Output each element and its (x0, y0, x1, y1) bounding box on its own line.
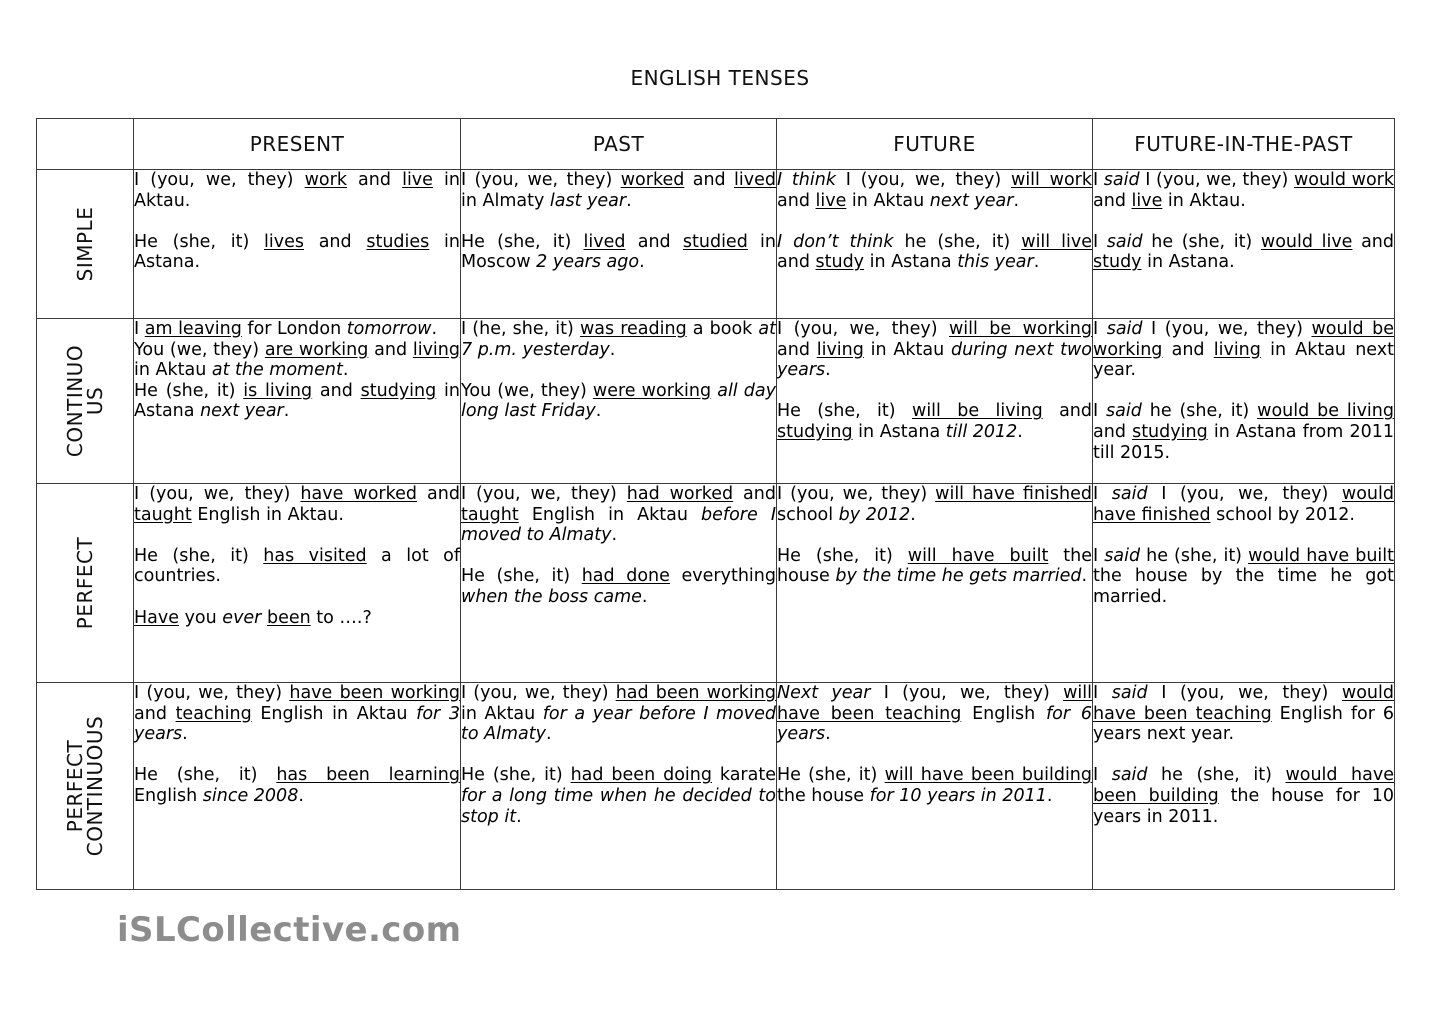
sentence-text: I (you, we, they) (1147, 683, 1342, 703)
sentence-text: you (179, 607, 223, 628)
verb-form: work (304, 170, 347, 190)
sentence-text: I (you, we, they) (1147, 484, 1342, 504)
cell-perfect-past (461, 484, 777, 683)
verb-form: taught (134, 504, 192, 525)
sentence-text: and (134, 703, 176, 724)
sentence-text: I (you, we, they) (461, 484, 627, 504)
row-header-perfect-continuous (37, 683, 134, 890)
verb-form: studying (360, 380, 437, 401)
time-marker: by the time he gets married (835, 566, 1082, 587)
example-sentence (461, 319, 776, 360)
sentence-text: He (she, it) (461, 566, 582, 587)
sentence-text: I (1093, 401, 1107, 422)
time-marker: by 2012 (838, 504, 911, 525)
sentence-text: I (you, we, they) (1142, 319, 1312, 339)
sentence-text: I (you, we, they) (134, 683, 290, 703)
header-row (37, 119, 1395, 170)
example-sentence (1093, 170, 1394, 211)
site-logo: iSLCollective.com (117, 910, 462, 950)
cell-simple-future (777, 170, 1093, 319)
verb-form: will have finished (935, 484, 1092, 504)
example-sentence (777, 232, 1092, 273)
sentence-text: and (1093, 190, 1132, 211)
time-marker: when the boss came (461, 586, 642, 607)
sentence-text: . (825, 360, 831, 381)
cell-continuous-present (134, 319, 461, 484)
column-header-present: PRESENT (134, 119, 461, 170)
sentence-text: in Almaty (461, 190, 550, 211)
sentence-text: . (298, 785, 304, 806)
sentence-text: You (we, they) (134, 339, 265, 360)
time-marker: ever (222, 607, 262, 628)
verb-form: would be working (1093, 319, 1394, 360)
sentence-text: He (she, it) (461, 231, 584, 252)
corner-cell (37, 119, 134, 170)
example-sentence (777, 765, 1092, 806)
sentence-text: . (609, 339, 616, 360)
sentence-text: in Aktau next year. (1093, 339, 1394, 381)
cell-perfect-continuous-future (777, 683, 1093, 890)
cell-perfect-continuous-past (461, 683, 777, 890)
sentence-text: . (641, 586, 648, 607)
time-marker: before I moved to Almaty (461, 504, 776, 546)
sentence-text: I (he, she, it) (461, 319, 580, 339)
sentence-text: . (1046, 785, 1053, 806)
verb-form: would live (1260, 231, 1353, 252)
example-sentence (134, 319, 460, 422)
sentence-text: in Astana (864, 252, 958, 273)
row-header-perfect (37, 484, 134, 683)
sentence-text: he (she, it) (893, 231, 1022, 252)
sentence-text: in Aktau (134, 360, 212, 381)
time-marker: said (1104, 545, 1141, 566)
sentence-text: for London (241, 319, 347, 339)
example-sentence (1093, 683, 1394, 745)
verb-form: had been doing (570, 765, 712, 786)
sentence-text: . (626, 190, 632, 211)
example-sentence (777, 683, 1092, 745)
sentence-text: in Astana. (134, 231, 460, 273)
sentence-text: . (516, 806, 522, 827)
sentence-text: . (1017, 421, 1023, 442)
verb-form: living (1213, 339, 1261, 360)
verb-form: lived (734, 170, 776, 190)
verb-form: been (266, 607, 311, 628)
row-header-simple (37, 170, 134, 319)
verb-form: was reading (579, 319, 687, 339)
sentence-text: He (she, it) (134, 380, 244, 401)
cell-perfect-present (134, 484, 461, 683)
example-sentence (134, 608, 460, 629)
tense-row-perfect-continuous (37, 683, 1395, 890)
example-sentence (461, 381, 776, 422)
example-sentence (1093, 319, 1394, 381)
sentence-text: I (you, we, they) (461, 170, 621, 190)
verb-form: would have finished (1093, 484, 1394, 525)
example-sentence (134, 765, 460, 806)
time-marker: at 7 p.m. yesterday (461, 319, 776, 360)
sentence-text: I (you, we, they) (461, 683, 616, 703)
sentence-text: . (283, 401, 290, 422)
sentence-text: You (we, they) (461, 380, 593, 401)
cell-simple-future-in-the-past (1093, 170, 1395, 319)
row-label: CONTINUO US (63, 344, 107, 458)
verb-form: study (1093, 252, 1142, 273)
time-marker: during next two years (777, 339, 1092, 381)
sentence-text: in Astana. (1141, 252, 1235, 273)
sentence-text: and (368, 339, 413, 360)
verb-form: would have been teaching (1093, 683, 1394, 724)
time-marker: said (1103, 170, 1140, 190)
time-marker: said (1111, 683, 1148, 703)
sentence-text: the house for 10 years in 2011. (1093, 785, 1395, 827)
example-sentence (134, 484, 460, 525)
sentence-text: He (she, it) (777, 401, 912, 422)
sentence-text: in Aktau (863, 339, 951, 360)
sentence-text: . (1033, 252, 1040, 273)
time-marker: next year (200, 401, 284, 422)
row-header-continuous (37, 319, 134, 484)
sentence-text: . (342, 360, 349, 381)
verb-form: will live (1021, 231, 1092, 252)
tense-row-continuous (37, 319, 1395, 484)
cell-perfect-continuous-future-in-the-past (1093, 683, 1395, 890)
sentence-text: . (431, 319, 438, 339)
example-sentence (777, 546, 1092, 587)
example-sentence (1093, 401, 1394, 463)
sentence-text: and (777, 252, 816, 273)
time-marker: said (1106, 231, 1143, 252)
verb-form: is living (243, 380, 313, 401)
sentence-text: He (she, it) (777, 545, 908, 566)
time-marker: 2 years ago (536, 252, 640, 273)
sentence-text: I (1093, 319, 1107, 339)
sentence-text: . (595, 401, 602, 422)
sentence-text: in Aktau. (134, 170, 460, 211)
sentence-text: and (777, 190, 816, 211)
sentence-text: I (134, 319, 145, 339)
time-marker: next year (929, 190, 1014, 211)
sentence-text: He (she, it) (134, 545, 264, 566)
sentence-text: everything (669, 566, 776, 587)
sentence-text: and (684, 170, 735, 190)
verb-form: will have built (907, 545, 1049, 566)
sentence-text: . (182, 724, 188, 745)
example-sentence (777, 484, 1092, 525)
sentence-text: and (1042, 401, 1092, 422)
example-sentence (1093, 232, 1394, 273)
sentence-text: and (733, 484, 776, 504)
verb-form: live (402, 170, 433, 190)
verb-form: am leaving (144, 319, 242, 339)
sentence-text: I (you, we, they) (134, 170, 305, 190)
sentence-text: English (961, 703, 1047, 724)
row-label: SIMPLE (73, 206, 97, 282)
sentence-text: I (1093, 545, 1105, 566)
verb-form: study (815, 252, 865, 273)
time-marker: last year (549, 190, 627, 211)
verb-form: are working (264, 339, 369, 360)
sentence-text: karate (711, 765, 776, 786)
verb-form: have worked (300, 484, 418, 504)
sentence-text: the house (777, 785, 870, 806)
row-label: PERFECT (73, 536, 97, 630)
verb-form: taught (461, 504, 519, 525)
example-sentence (134, 546, 460, 587)
sentence-text: and (1352, 231, 1394, 252)
verb-form: studying (1132, 421, 1208, 442)
page-title: ENGLISH TENSES (630, 66, 810, 90)
cell-perfect-future-in-the-past (1093, 484, 1395, 683)
sentence-text: He (she, it) (134, 231, 265, 252)
verb-form: studied (682, 231, 748, 252)
verb-form: will have been building (884, 765, 1093, 786)
sentence-text: English in Aktau (518, 504, 702, 525)
sentence-text: and (417, 484, 460, 504)
sentence-text: . (545, 724, 552, 745)
sentence-text: He (she, it) (134, 765, 277, 786)
sentence-text: in Astana from 2011 till 2015. (1093, 421, 1394, 463)
verb-form: would be living (1257, 401, 1394, 422)
verb-form: had done (581, 566, 670, 587)
verb-form: will have been teaching (777, 683, 1092, 724)
sentence-text: English (134, 785, 203, 806)
example-sentence (461, 566, 776, 607)
example-sentence (777, 170, 1092, 211)
sentence-text: . (910, 504, 916, 525)
time-marker: since 2008 (202, 785, 299, 806)
cell-simple-present (134, 170, 461, 319)
time-marker: I think (777, 170, 836, 190)
sentence-text: in Aktau (846, 190, 930, 211)
sentence-text: the house by the time he got married. (1093, 566, 1394, 607)
time-marker: all day long last Friday (461, 380, 776, 422)
time-marker: for a year before I moved to Almaty (461, 703, 776, 745)
example-sentence (461, 232, 776, 273)
sentence-text: I (you, we, they) (777, 484, 936, 504)
verb-form: lives (264, 231, 304, 252)
verb-form: would have built (1248, 545, 1395, 566)
sentence-text: and (625, 231, 683, 252)
time-marker: for a long time when he decided to stop it (461, 785, 776, 827)
time-marker: tomorrow (346, 319, 432, 339)
time-marker: for 3 years (134, 703, 460, 745)
time-marker: said (1106, 401, 1142, 422)
sentence-text: to ….? (310, 607, 372, 628)
sentence-text: in Aktau (461, 703, 543, 724)
sentence-text: I (you, we, they) (1139, 170, 1294, 190)
time-marker: for 6 years (777, 703, 1092, 745)
sentence-text: English in Aktau (251, 703, 417, 724)
example-sentence (777, 401, 1092, 442)
column-header-future: FUTURE (777, 119, 1093, 170)
sentence-text: he (she, it) (1147, 765, 1286, 786)
sentence-text: He (she, it) (777, 765, 885, 786)
sentence-text: . (639, 252, 645, 273)
tense-row-perfect (37, 484, 1395, 683)
sentence-text: I (1093, 231, 1107, 252)
example-sentence (134, 232, 460, 273)
time-marker: said (1111, 484, 1148, 504)
verb-form: have been working (289, 683, 460, 703)
example-sentence (134, 683, 460, 745)
time-marker: this year (957, 252, 1034, 273)
verb-form: lived (583, 231, 626, 252)
time-marker: for 10 years in 2011 (869, 785, 1047, 806)
sentence-text: and (312, 380, 361, 401)
sentence-text: and (777, 339, 817, 360)
sentence-text: and (346, 170, 403, 190)
sentence-text: he (she, it) (1142, 231, 1261, 252)
example-sentence (461, 484, 776, 546)
cell-continuous-future (777, 319, 1093, 484)
time-marker: till 2012 (945, 421, 1018, 442)
example-sentence (461, 765, 776, 827)
example-sentence (1093, 546, 1394, 608)
sentence-text: I (1093, 170, 1104, 190)
example-sentence (461, 170, 776, 211)
sentence-text: . (1013, 190, 1020, 211)
tenses-table (36, 118, 1395, 890)
sentence-text: . (825, 724, 831, 745)
verb-form: will be living (912, 401, 1043, 422)
verb-form: will be working (948, 319, 1092, 339)
sentence-text: in Astana (134, 380, 460, 422)
sentence-text: he (she, it) (1140, 545, 1249, 566)
verb-form: live (1131, 190, 1163, 211)
sentence-text: school by 2012. (1210, 504, 1355, 525)
sentence-text: I (you, we, they) (777, 319, 949, 339)
example-sentence (461, 683, 776, 745)
sentence-text: a lot of countries. (134, 545, 461, 587)
sentence-text: in Astana (852, 421, 946, 442)
verb-form: living (816, 339, 864, 360)
verb-form: will work (1011, 170, 1093, 190)
time-marker: I don’t think (777, 231, 894, 252)
verb-form: live (815, 190, 847, 211)
sentence-text: I (you, we, they) (870, 683, 1064, 703)
cell-continuous-future-in-the-past (1093, 319, 1395, 484)
sentence-text: he (she, it) (1141, 401, 1258, 422)
sentence-text: He (she, it) (461, 765, 571, 786)
verb-form: studying (777, 421, 853, 442)
sentence-text: . (611, 525, 618, 546)
time-marker: at the moment (211, 360, 343, 381)
sentence-text: English for 6 years next year. (1093, 703, 1394, 745)
verb-form: Have (134, 607, 180, 628)
sentence-text: and (1162, 339, 1214, 360)
sentence-text: I (1093, 484, 1112, 504)
verb-form: had been working (615, 683, 776, 703)
sentence-text: and (303, 231, 367, 252)
sentence-text: the house (777, 545, 1092, 587)
verb-form: were working (592, 380, 712, 401)
sentence-text: in Moscow (461, 231, 776, 273)
verb-form: studies (366, 231, 430, 252)
cell-perfect-continuous-present (134, 683, 461, 890)
sentence-text: in Aktau. (1162, 190, 1246, 211)
verb-form: had worked (626, 484, 734, 504)
verb-form: has been learning (276, 765, 461, 786)
time-marker: Next year (777, 683, 871, 703)
time-marker: said (1111, 765, 1148, 786)
sentence-text: and (1093, 421, 1133, 442)
sentence-text: I (you, we, they) (134, 484, 301, 504)
verb-form: teaching (175, 703, 252, 724)
example-sentence (777, 319, 1092, 381)
tense-row-simple (37, 170, 1395, 319)
sentence-text: I (1093, 765, 1112, 786)
time-marker: said (1106, 319, 1143, 339)
example-sentence (134, 170, 460, 211)
column-header-past: PAST (461, 119, 777, 170)
sentence-text: school (777, 504, 839, 525)
example-sentence (1093, 765, 1394, 827)
sentence-text: a book (686, 319, 759, 339)
sentence-text: I (1093, 683, 1112, 703)
example-sentence (1093, 484, 1394, 525)
cell-perfect-future (777, 484, 1093, 683)
sentence-text: . (1081, 566, 1088, 587)
verb-form: has visited (263, 545, 367, 566)
cell-continuous-past (461, 319, 777, 484)
verb-form: worked (620, 170, 685, 190)
cell-simple-past (461, 170, 777, 319)
verb-form: would have been building (1093, 765, 1394, 806)
sentence-text: I (you, we, they) (835, 170, 1011, 190)
column-header-future-in-the-past: FUTURE-IN-THE-PAST (1093, 119, 1395, 170)
sentence-text: English in Aktau. (191, 504, 344, 525)
row-label: PERFECT CONTINUOUS (63, 715, 107, 857)
verb-form: would work (1293, 170, 1394, 190)
verb-form: living (412, 339, 460, 360)
